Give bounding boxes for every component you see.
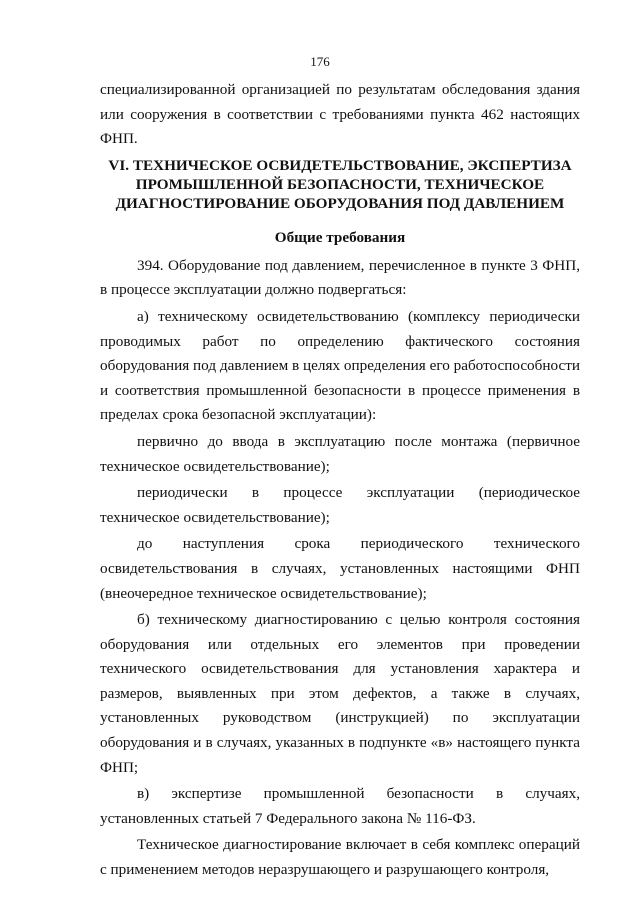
paragraph-extraordinary-inspection: до наступления срока периодического технического освидетельствования в случаях, установленных настоящими ФНП (внеочередное техническое освидетельствование); xyxy=(100,535,580,602)
paragraph-periodic-inspection: периодически в процессе эксплуатации (периодическое техническое освидетельствование); xyxy=(100,484,580,526)
intro-paragraph: специализированной организацией по результатам обследования здания или сооружения в соответствии с требованиями пункта 462 настоящих ФНП. xyxy=(100,81,580,148)
section-heading-line-3: ДИАГНОСТИРОВАНИЕ ОБОРУДОВАНИЯ ПОД ДАВЛЕНИЕМ xyxy=(115,194,565,212)
paragraph-394: 394. Оборудование под давлением, перечисленное в пункте 3 ФНП, в процессе эксплуатации должно подвергаться: xyxy=(100,256,580,299)
paragraph-item-v: в) экспертизе промышленной безопасности в случаях, установленных статьей 7 Федерального закона № 116-ФЗ. xyxy=(100,785,580,827)
subheading: Общие требования xyxy=(274,228,406,246)
paragraph-diagnostics: Техническое диагностирование включает в себя комплекс операций с применением методов неразрушающего и разрушающего контроля, xyxy=(100,836,580,879)
paragraph-item-b: б) техническому диагностированию с целью контроля состояния оборудования или отдельных его элементов при проведении технического освидетельствования для установления характера и размеров, выявленных при этом дефектов, а также в случаях, установленных руководством (инструкцией) по эксплуатации оборудования и в случаях, указанных в подпункте «в» настоящего пункта ФНП; xyxy=(100,611,580,776)
paragraph-primary-inspection: первично до ввода в эксплуатацию после монтажа (первичное техническое освидетельствование); xyxy=(100,432,580,475)
page-number: 176 xyxy=(310,54,330,69)
section-heading-line-2: ПРОМЫШЛЕННОЙ БЕЗОПАСНОСТИ, ТЕХНИЧЕСКОЕ xyxy=(135,175,545,193)
section-heading xyxy=(100,156,580,213)
section-heading-line-1: VI. ТЕХНИЧЕСКОЕ ОСВИДЕТЕЛЬСТВОВАНИЕ, ЭКСПЕРТИЗА xyxy=(108,156,572,174)
document-body xyxy=(100,78,580,883)
paragraph-item-a: а) техническому освидетельствованию (комплексу периодически проводимых работ по определению фактического состояния оборудования под давлением в целях определения его работоспособности и соответствия промышленной безопасности в процессе применения в пределах срока безопасной эксплуатации): xyxy=(100,307,580,424)
